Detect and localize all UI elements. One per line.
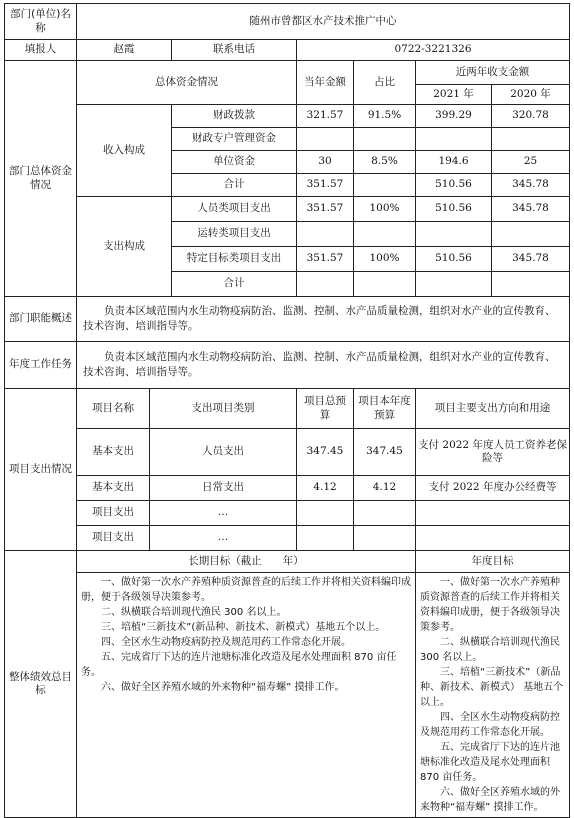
goal-item: 六、做好全区养殖水域的外来物种“福寿螺” 摸排工作。 [420,787,560,813]
col-2020: 2020 年 [492,85,570,105]
expense-item: 人员类项目支出 [172,197,297,222]
expense-2021 [416,272,492,297]
phone-value: 0722-3221326 [297,40,570,61]
income-ratio: 91.5% [354,105,416,128]
year-goal-label: 年度目标 [416,551,570,573]
long-term-goals [77,573,416,818]
income-amount: 321.57 [297,105,354,128]
income-2021: 399.29 [416,105,492,128]
expense-ratio [354,222,416,247]
expense-item: 运转类项目支出 [172,222,297,247]
projects-section-label: 项目支出情况 [5,389,77,551]
income-2020 [492,128,570,151]
budget-form [4,3,569,818]
project-name: 基本支出 [77,476,150,501]
goal-item: 三、培植“三新技术”（新品种、新技术、新模式） 基地五个以上。 [420,667,564,708]
budget-table [4,3,570,818]
income-ratio: 8.5% [354,151,416,174]
long-term-label: 长期目标（截止 年） [77,551,416,573]
goal-item: 一、做好第一次水产养殖种质资源普查的后续工作并将相关资料编印成册，便于各级领导决策参考。 [81,577,411,603]
project-budget [297,501,354,526]
expense-item: 合计 [172,272,297,297]
project-budget: 347.45 [297,429,354,476]
col-project-type: 支出项目类别 [150,389,297,429]
overall-funds-label: 总体资金情况 [77,61,297,105]
phone-label: 联系电话 [172,40,297,61]
col-ratio: 占比 [354,61,416,105]
col-project-year-budget: 项目本年度预算 [354,389,416,429]
col-project-budget: 项目总预算 [297,389,354,429]
income-2021: 510.56 [416,174,492,197]
project-direction [416,526,570,551]
income-2020: 320.78 [492,105,570,128]
goals-section-label: 整体绩效总目标 [5,551,77,818]
project-direction: 支付 2022 年度办公经费等 [416,476,570,501]
goal-item: 一、做好第一次水产养殖种质资源普查的后续工作并将相关资料编印成册，便于各级领导决策参考。 [420,577,560,633]
expense-2020: 345.78 [492,247,570,272]
income-2021: 194.6 [416,151,492,174]
income-2020: 345.78 [492,174,570,197]
income-item: 财政拨款 [172,105,297,128]
col-2021: 2021 年 [416,85,492,105]
project-type: 人员支出 [150,429,297,476]
project-name: 基本支出 [77,429,150,476]
income-2021 [416,128,492,151]
project-year-budget: 347.45 [354,429,416,476]
income-label: 收入构成 [77,105,172,197]
expense-2020 [492,222,570,247]
function-text: 负责本区域范围内水生动物疫病防治、监测、控制、水产品质量检测，组织对水产业的宣传教育、技术咨询、培训指导等。 [83,304,556,332]
project-name: 项目支出 [77,526,150,551]
expense-2020: 345.78 [492,197,570,222]
income-amount [297,128,354,151]
income-amount: 351.57 [297,174,354,197]
expense-2021: 510.56 [416,197,492,222]
function-label: 部门职能概述 [5,297,77,342]
income-item: 单位资金 [172,151,297,174]
goal-item: 五、完成省厅下达的连片池塘标准化改造及尾水处理面积 870 亩任务。 [81,652,397,678]
project-budget: 4.12 [297,476,354,501]
funds-section-label: 部门总体资金情况 [5,61,77,297]
col-amount: 当年金额 [297,61,354,105]
tasks-cell [77,342,570,389]
filler-label: 填报人 [5,40,77,61]
goal-item: 三、培植“三新技术”(新品种、新技术、新模式）基地五个以上。 [101,622,386,633]
project-year-budget [354,501,416,526]
expense-2020 [492,272,570,297]
project-type: … [150,526,297,551]
goal-item: 四、全区水生动物疫病防控及规范用药工作常态化开展。 [420,712,560,738]
expense-amount: 351.57 [297,247,354,272]
expense-amount: 351.57 [297,197,354,222]
col-project-direction: 项目主要支出方向和用途 [416,389,570,429]
project-budget [297,526,354,551]
function-cell [77,297,570,342]
goal-item: 二、纵横联合培训现代渔民 300 名以上。 [420,637,560,663]
goal-item: 四、全区水生动物疫病防控及规范用药工作常态化开展。 [101,637,351,648]
goal-item: 六、做好全区养殖水域的外来物种“福寿螺” 摸排工作。 [101,682,345,693]
project-name: 项目支出 [77,501,150,526]
col-recent: 近两年收支金额 [416,61,570,85]
filler-value: 赵霞 [77,40,172,61]
project-direction: 支付 2022 年度人员工资养老保险等 [416,429,570,476]
expense-item: 特定目标类项目支出 [172,247,297,272]
project-type: … [150,501,297,526]
tasks-text: 负责本区域范围内水生动物疫病防治、监测、控制、水产品质量检测，组织对水产业的宣传教育、技术咨询、培训指导等。 [83,350,556,378]
expense-label: 支出构成 [77,197,172,297]
project-direction [416,501,570,526]
expense-2021: 510.56 [416,247,492,272]
income-ratio [354,128,416,151]
expense-ratio [354,272,416,297]
expense-2021 [416,222,492,247]
project-year-budget: 4.12 [354,476,416,501]
income-ratio [354,174,416,197]
project-year-budget [354,526,416,551]
expense-amount [297,272,354,297]
col-project-name: 项目名称 [77,389,150,429]
project-type: 日常支出 [150,476,297,501]
income-amount: 30 [297,151,354,174]
income-item: 财政专户管理资金 [172,128,297,151]
year-goals [416,573,570,818]
expense-ratio: 100% [354,247,416,272]
dept-label: 部门(单位)名称 [5,4,77,40]
expense-amount [297,222,354,247]
goal-item: 二、纵横联合培训现代渔民 300 名以上。 [101,607,287,618]
dept-value: 随州市曾都区水产技术推广中心 [77,4,570,40]
goal-item: 五、完成省厅下达的连片池塘标准化改造及尾水处理面积 870 亩任务。 [420,742,560,783]
expense-ratio: 100% [354,197,416,222]
tasks-label: 年度工作任务 [5,342,77,389]
income-item: 合计 [172,174,297,197]
income-2020: 25 [492,151,570,174]
